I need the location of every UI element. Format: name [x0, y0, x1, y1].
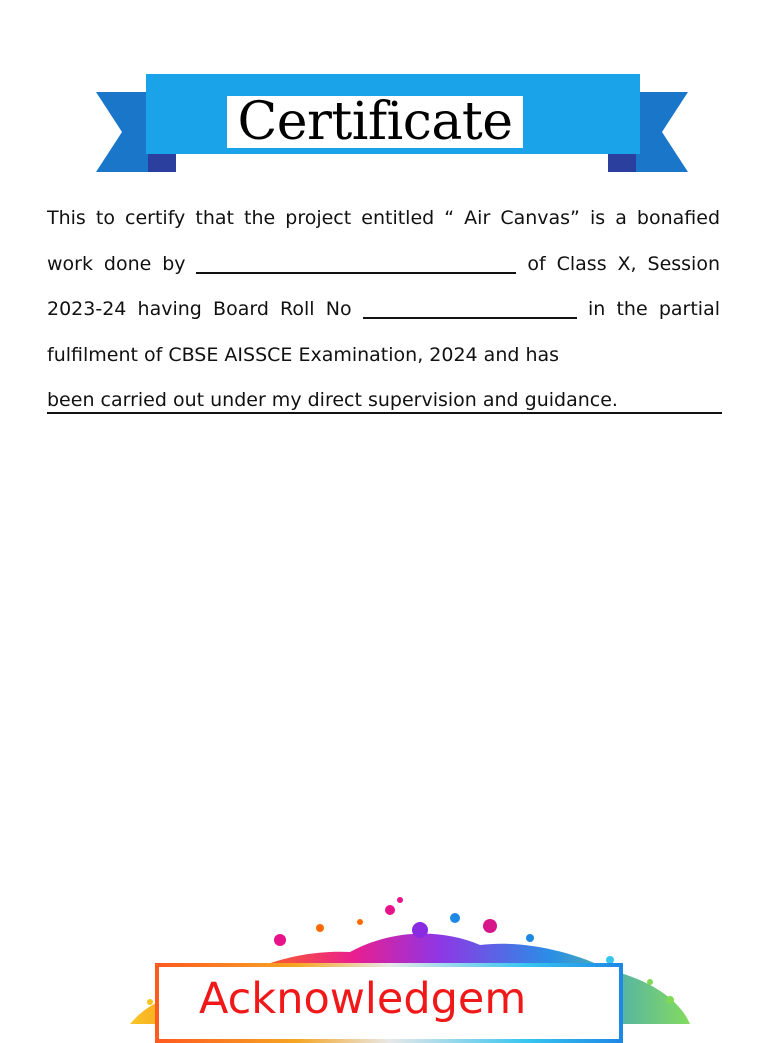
roll-number-blank: [363, 299, 577, 319]
certificate-body-paragraph: [47, 196, 720, 424]
acknowledgement-heading: Acknowledgem: [199, 974, 527, 1024]
certificate-title: Certificate: [237, 92, 513, 152]
signature-rule: [47, 412, 722, 414]
ribbon-right-fold: [608, 152, 636, 172]
title-box: [227, 92, 523, 152]
ribbon-left-fold: [148, 152, 176, 172]
body-line-1: This to certify that the project entitled “ Air Canvas” is a bonafied work done by: [47, 207, 720, 275]
body-line-2: of Class X, Session 2023-24 having Board Roll No: [47, 252, 720, 320]
body-line-4: been carried out under my direct supervision and guidance.: [47, 389, 618, 411]
student-name-blank: [196, 254, 516, 274]
body-line-3: in the partial fulfilment of CBSE AISSCE Examination, 2024 and has: [47, 298, 721, 366]
ribbon-right-tail: [636, 92, 688, 172]
ribbon-left-tail: [96, 92, 148, 172]
certificate-ribbon-banner: [96, 72, 688, 178]
